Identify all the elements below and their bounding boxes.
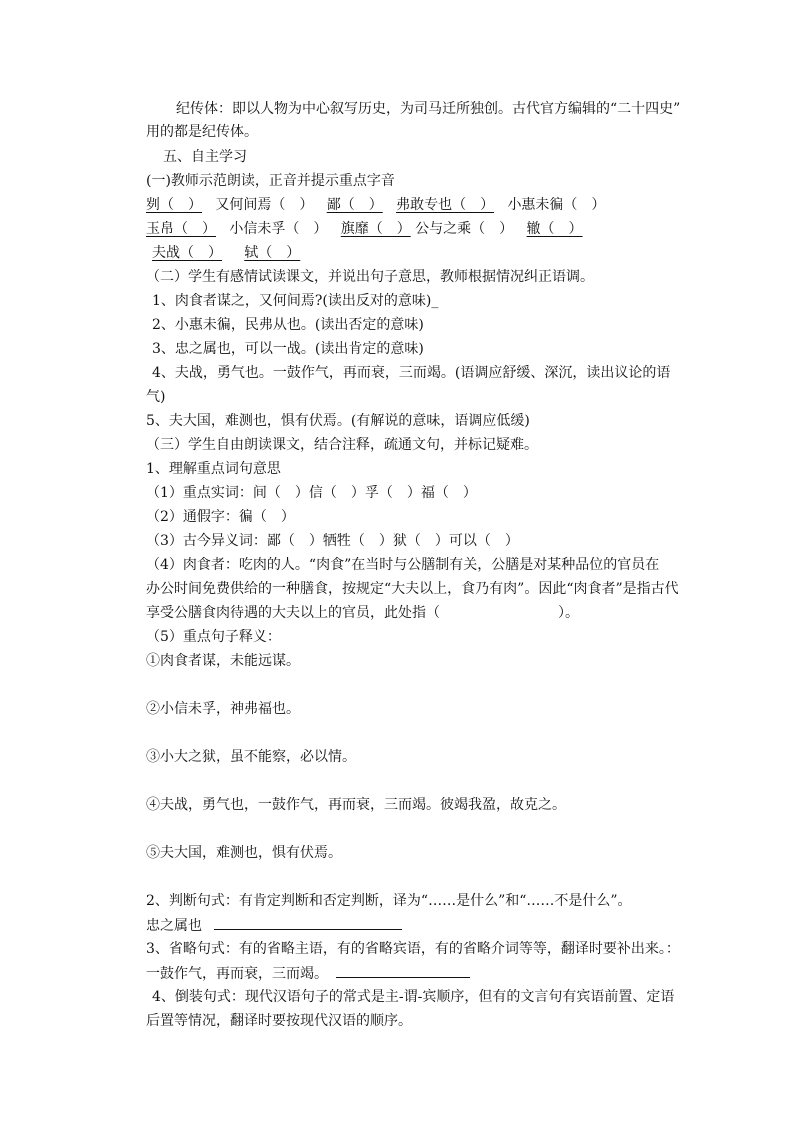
judgment-example	[146, 915, 402, 936]
intro-line-2: 用的都是纪传体。	[146, 124, 258, 140]
omission-example-text: 一鼓作气，再而衰，三而竭。	[146, 966, 328, 982]
pron-item: 辙（ ）	[526, 221, 583, 237]
gujin-words: （3）古今异义词：鄙（ ）牺牲（ ）狱（ ）可以（ ）	[146, 533, 519, 549]
omission-sentence: 3、省略句式：有的省略主语，有的省略宾语，有的省略介词等等，翻译时要补出来。：	[146, 941, 680, 957]
reading-item-continued: 气)	[146, 389, 166, 405]
rou-line-2: 办公时间免费供给的一种膳食，按规定“大夫以上，食乃有肉”。因此“肉食者”是指古代	[146, 581, 679, 597]
section-title: 五、自主学习	[163, 149, 247, 165]
key-words: （1）重点实词：间（ ）信（ ）孚（ ）福（ ）	[146, 485, 477, 501]
reading-item: 4、夫战，勇气也。一鼓作气，再而衰，三而竭。(语调应舒缓、深沉，读出议论的语	[152, 365, 671, 381]
rou-line-3-text: 享受公膳食肉待遇的大夫以上的官员，此处指（	[146, 605, 440, 621]
part1-title: (一)教师示范朗读，正音并提示重点字音	[146, 173, 395, 189]
sentence-item: ⑤夫大国，难测也，惧有伏焉。	[146, 845, 342, 861]
answer-blank[interactable]	[214, 915, 402, 930]
sentence-item: ③小大之狱，虽不能察，必以情。	[146, 749, 356, 765]
omission-example	[146, 963, 470, 984]
pron-item: 小惠未徧（ ）	[507, 197, 606, 213]
sentence-item: ①肉食者谋，未能远谋。	[146, 653, 300, 669]
pron-item: 又何间焉（ ）	[215, 197, 314, 213]
sentence-item: ②小信未孚，神弗福也。	[146, 701, 300, 717]
pron-item: 刿（ ）	[146, 197, 202, 213]
intro-line-1: 纪传体：即以人物为中心叙写历史，为司马迁所独创。古代官方编辑的“二十四史”	[176, 101, 681, 117]
pron-item: 夫战（ ）	[152, 245, 222, 261]
pronunciation-row-3	[152, 243, 300, 263]
reading-item: 3、忠之属也，可以一战。(读出肯定的意味)	[152, 341, 424, 357]
judgment-example-text: 忠之属也	[146, 918, 202, 934]
pron-item: 轼（ ）	[244, 245, 301, 261]
pronunciation-row-1	[146, 195, 605, 215]
reading-item: 5、夫大国，难测也，惧有伏焉。(有解说的意味，语调应低缓)	[146, 413, 530, 429]
rou-line-3	[146, 603, 579, 623]
sentence-item: ④夫战，勇气也，一鼓作气，再而衰，三而竭。彼竭我盈，故克之。	[146, 797, 566, 813]
pronunciation-row-2	[146, 219, 583, 239]
pron-item: 公与之乘（ ）	[415, 221, 514, 237]
reading-item: 2、小惠未徧，民弗从也。(读出否定的意味)	[152, 317, 424, 333]
part3-title: （三）学生自由朗读课文，结合注释，疏通文句，并标记疑难。	[146, 437, 538, 453]
pron-item: 鄙（ ）	[326, 197, 383, 213]
reading-item: 1、肉食者谋之，又何间焉?(读出反对的意味)_	[152, 293, 439, 309]
rou-line-1: （4）肉食者：吃肉的人。“肉食”在当时与公膳制有关，公膳是对某种品位的官员在	[146, 557, 660, 573]
tongjia-words: （2）通假字：徧（ ）	[146, 509, 295, 525]
part3-sub1: 1、理解重点词句意思	[146, 461, 281, 477]
part2-title: （二）学生有感情试读课文，并说出句子意思，教师根据情况纠正语调。	[146, 269, 594, 285]
inversion-sentence: 4、倒装句式：现代汉语句子的常式是主-谓-宾顺序，但有的文言句有宾语前置、定语	[152, 989, 675, 1005]
shiyi-title: （5）重点句子释义：	[146, 629, 281, 645]
rou-line-3-end: ）。	[558, 605, 579, 621]
answer-blank[interactable]	[336, 963, 470, 978]
pron-item: 弗敢专也（ ）	[396, 197, 495, 213]
pron-item: 玉帛（ ）	[146, 221, 216, 237]
pron-item: 旗靡（ ）	[340, 221, 411, 237]
judgment-sentence: 2、判断句式：有肯定判断和否定判断，译为“……是什么”和“……不是什么”。	[146, 893, 632, 909]
inversion-sentence-continued: 后置等情况，翻译时要按现代汉语的顺序。	[146, 1013, 412, 1029]
pron-item: 小信未孚（ ）	[229, 221, 328, 237]
